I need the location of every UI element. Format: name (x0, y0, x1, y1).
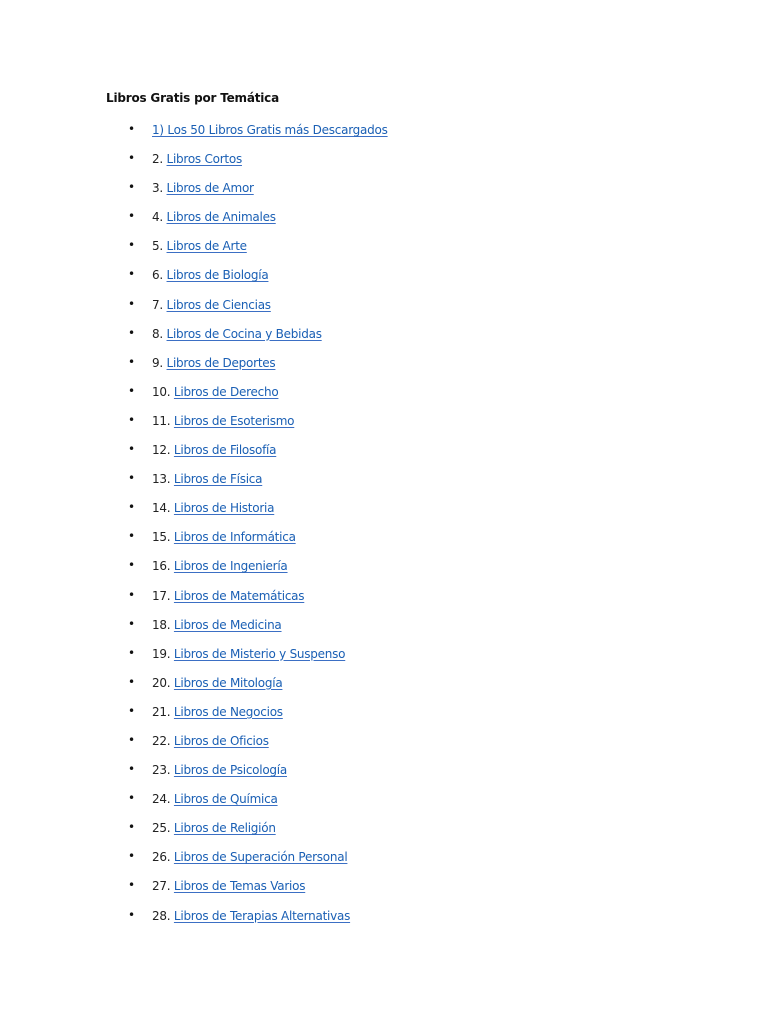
item-number: 20. (152, 675, 171, 690)
item-number: 17. (152, 588, 171, 603)
topic-link[interactable]: Libros de Ingeniería (173, 559, 288, 574)
item-number: 19. (152, 646, 171, 661)
list-entry (152, 703, 283, 721)
item-number: 3. (152, 181, 163, 196)
bullet-icon: • (128, 558, 136, 573)
list-entry (152, 266, 268, 284)
bullet-icon: • (128, 354, 136, 369)
topic-link[interactable]: Libros de Química (173, 792, 278, 807)
bullet-icon: • (128, 762, 136, 777)
bullet-icon: • (128, 122, 136, 136)
item-number: 26. (152, 850, 171, 865)
topic-link[interactable]: Libros de Amor (166, 181, 254, 196)
topic-link[interactable]: Libros de Oficios (173, 733, 269, 748)
bullet-icon: • (128, 674, 136, 689)
topic-link[interactable]: Libros de Psicología (173, 763, 287, 778)
item-number: 15. (152, 530, 171, 545)
item-number: 2. (152, 152, 163, 167)
list-entry (152, 528, 296, 546)
bullet-icon: • (128, 645, 136, 660)
item-number: 13. (152, 472, 171, 487)
item-number: 27. (152, 879, 171, 894)
bullet-icon: • (128, 442, 136, 457)
bullet-icon: • (128, 267, 136, 282)
topic-link[interactable]: Libros de Cocina y Bebidas (166, 326, 322, 341)
item-number: 14. (152, 501, 171, 516)
list-entry (152, 761, 287, 779)
bullet-icon: • (128, 296, 136, 311)
topic-link[interactable]: Libros de Deportes (166, 355, 276, 370)
list-entry (152, 325, 322, 343)
bullet-icon: • (128, 878, 136, 893)
topic-link[interactable]: Libros de Ciencias (166, 297, 271, 312)
list-entry (152, 616, 282, 634)
bullet-icon: • (128, 412, 136, 427)
bullet-icon: • (128, 325, 136, 340)
topic-link[interactable]: Libros de Matemáticas (173, 588, 305, 603)
list-entry (152, 470, 262, 488)
bullet-icon: • (128, 500, 136, 515)
topic-link[interactable]: Libros de Historia (173, 501, 275, 516)
bullet-icon: • (128, 529, 136, 544)
topic-link[interactable]: Libros de Terapias Alternativas (173, 908, 351, 923)
topic-link[interactable]: Libros de Negocios (173, 704, 283, 719)
item-number: 5. (152, 239, 163, 254)
topic-link[interactable]: Libros Cortos (166, 152, 242, 167)
list-entry (152, 121, 388, 139)
list-entry (152, 412, 294, 430)
topic-link[interactable]: Libros de Mitología (173, 675, 283, 690)
topic-link[interactable]: Libros de Medicina (173, 617, 282, 632)
bullet-icon: • (128, 791, 136, 806)
list-entry (152, 907, 350, 925)
item-number: 11. (152, 413, 171, 428)
item-number: 8. (152, 326, 163, 341)
list-entry (152, 150, 242, 168)
list-entry (152, 877, 305, 895)
bullet-icon: • (128, 616, 136, 631)
list-entry (152, 208, 276, 226)
topic-link[interactable]: Libros de Animales (166, 210, 276, 225)
item-number: 12. (152, 443, 171, 458)
item-number: 23. (152, 763, 171, 778)
list-entry (152, 179, 254, 197)
section-heading: Libros Gratis por Temática (106, 91, 279, 105)
bullet-icon: • (128, 732, 136, 747)
list-entry (152, 848, 347, 866)
item-number: 7. (152, 297, 163, 312)
bullet-icon: • (128, 703, 136, 718)
topic-link[interactable]: Libros de Biología (166, 268, 269, 283)
item-number: 21. (152, 704, 171, 719)
bullet-icon: • (128, 471, 136, 486)
list-entry (152, 237, 247, 255)
list-entry (152, 674, 282, 692)
topic-link[interactable]: Libros de Arte (166, 239, 247, 254)
list-entry (152, 819, 276, 837)
item-number: 9. (152, 355, 163, 370)
topic-link[interactable]: Libros de Física (173, 472, 263, 487)
topic-link[interactable]: Libros de Superación Personal (173, 850, 348, 865)
list-entry (152, 645, 345, 663)
item-number: 18. (152, 617, 171, 632)
topic-link[interactable]: Libros de Esoterismo (173, 413, 295, 428)
item-number: 24. (152, 792, 171, 807)
topic-link[interactable]: Libros de Derecho (173, 384, 279, 399)
topic-link[interactable]: Libros de Filosofía (173, 443, 277, 458)
item-number: 25. (152, 821, 171, 836)
list-entry (152, 557, 288, 575)
topic-link[interactable]: Libros de Religión (173, 821, 276, 836)
item-number: 6. (152, 268, 163, 283)
item-number: 4. (152, 210, 163, 225)
bullet-icon: • (128, 907, 136, 922)
bullet-icon: • (128, 383, 136, 398)
topic-link[interactable]: Libros de Temas Varios (173, 879, 306, 894)
item-number: 22. (152, 733, 171, 748)
bullet-icon: • (128, 587, 136, 602)
bullet-icon: • (128, 209, 136, 224)
list-entry (152, 587, 304, 605)
list-entry (152, 441, 276, 459)
topic-link[interactable]: Libros de Informática (173, 530, 296, 545)
bullet-icon: • (128, 238, 136, 253)
list-entry (152, 383, 278, 401)
item-number: 28. (152, 908, 171, 923)
bullet-icon: • (128, 180, 136, 195)
topic-link[interactable]: 1) Los 50 Libros Gratis más Descargados (152, 123, 388, 137)
item-number: 16. (152, 559, 171, 574)
list-entry (152, 499, 274, 517)
bullet-icon: • (128, 820, 136, 835)
list-entry (152, 732, 269, 750)
bullet-icon: • (128, 849, 136, 864)
list-entry (152, 354, 275, 372)
bullet-icon: • (128, 151, 136, 166)
item-number: 10. (152, 384, 171, 399)
list-entry (152, 296, 271, 314)
list-entry (152, 790, 278, 808)
topic-link[interactable]: Libros de Misterio y Suspenso (173, 646, 346, 661)
